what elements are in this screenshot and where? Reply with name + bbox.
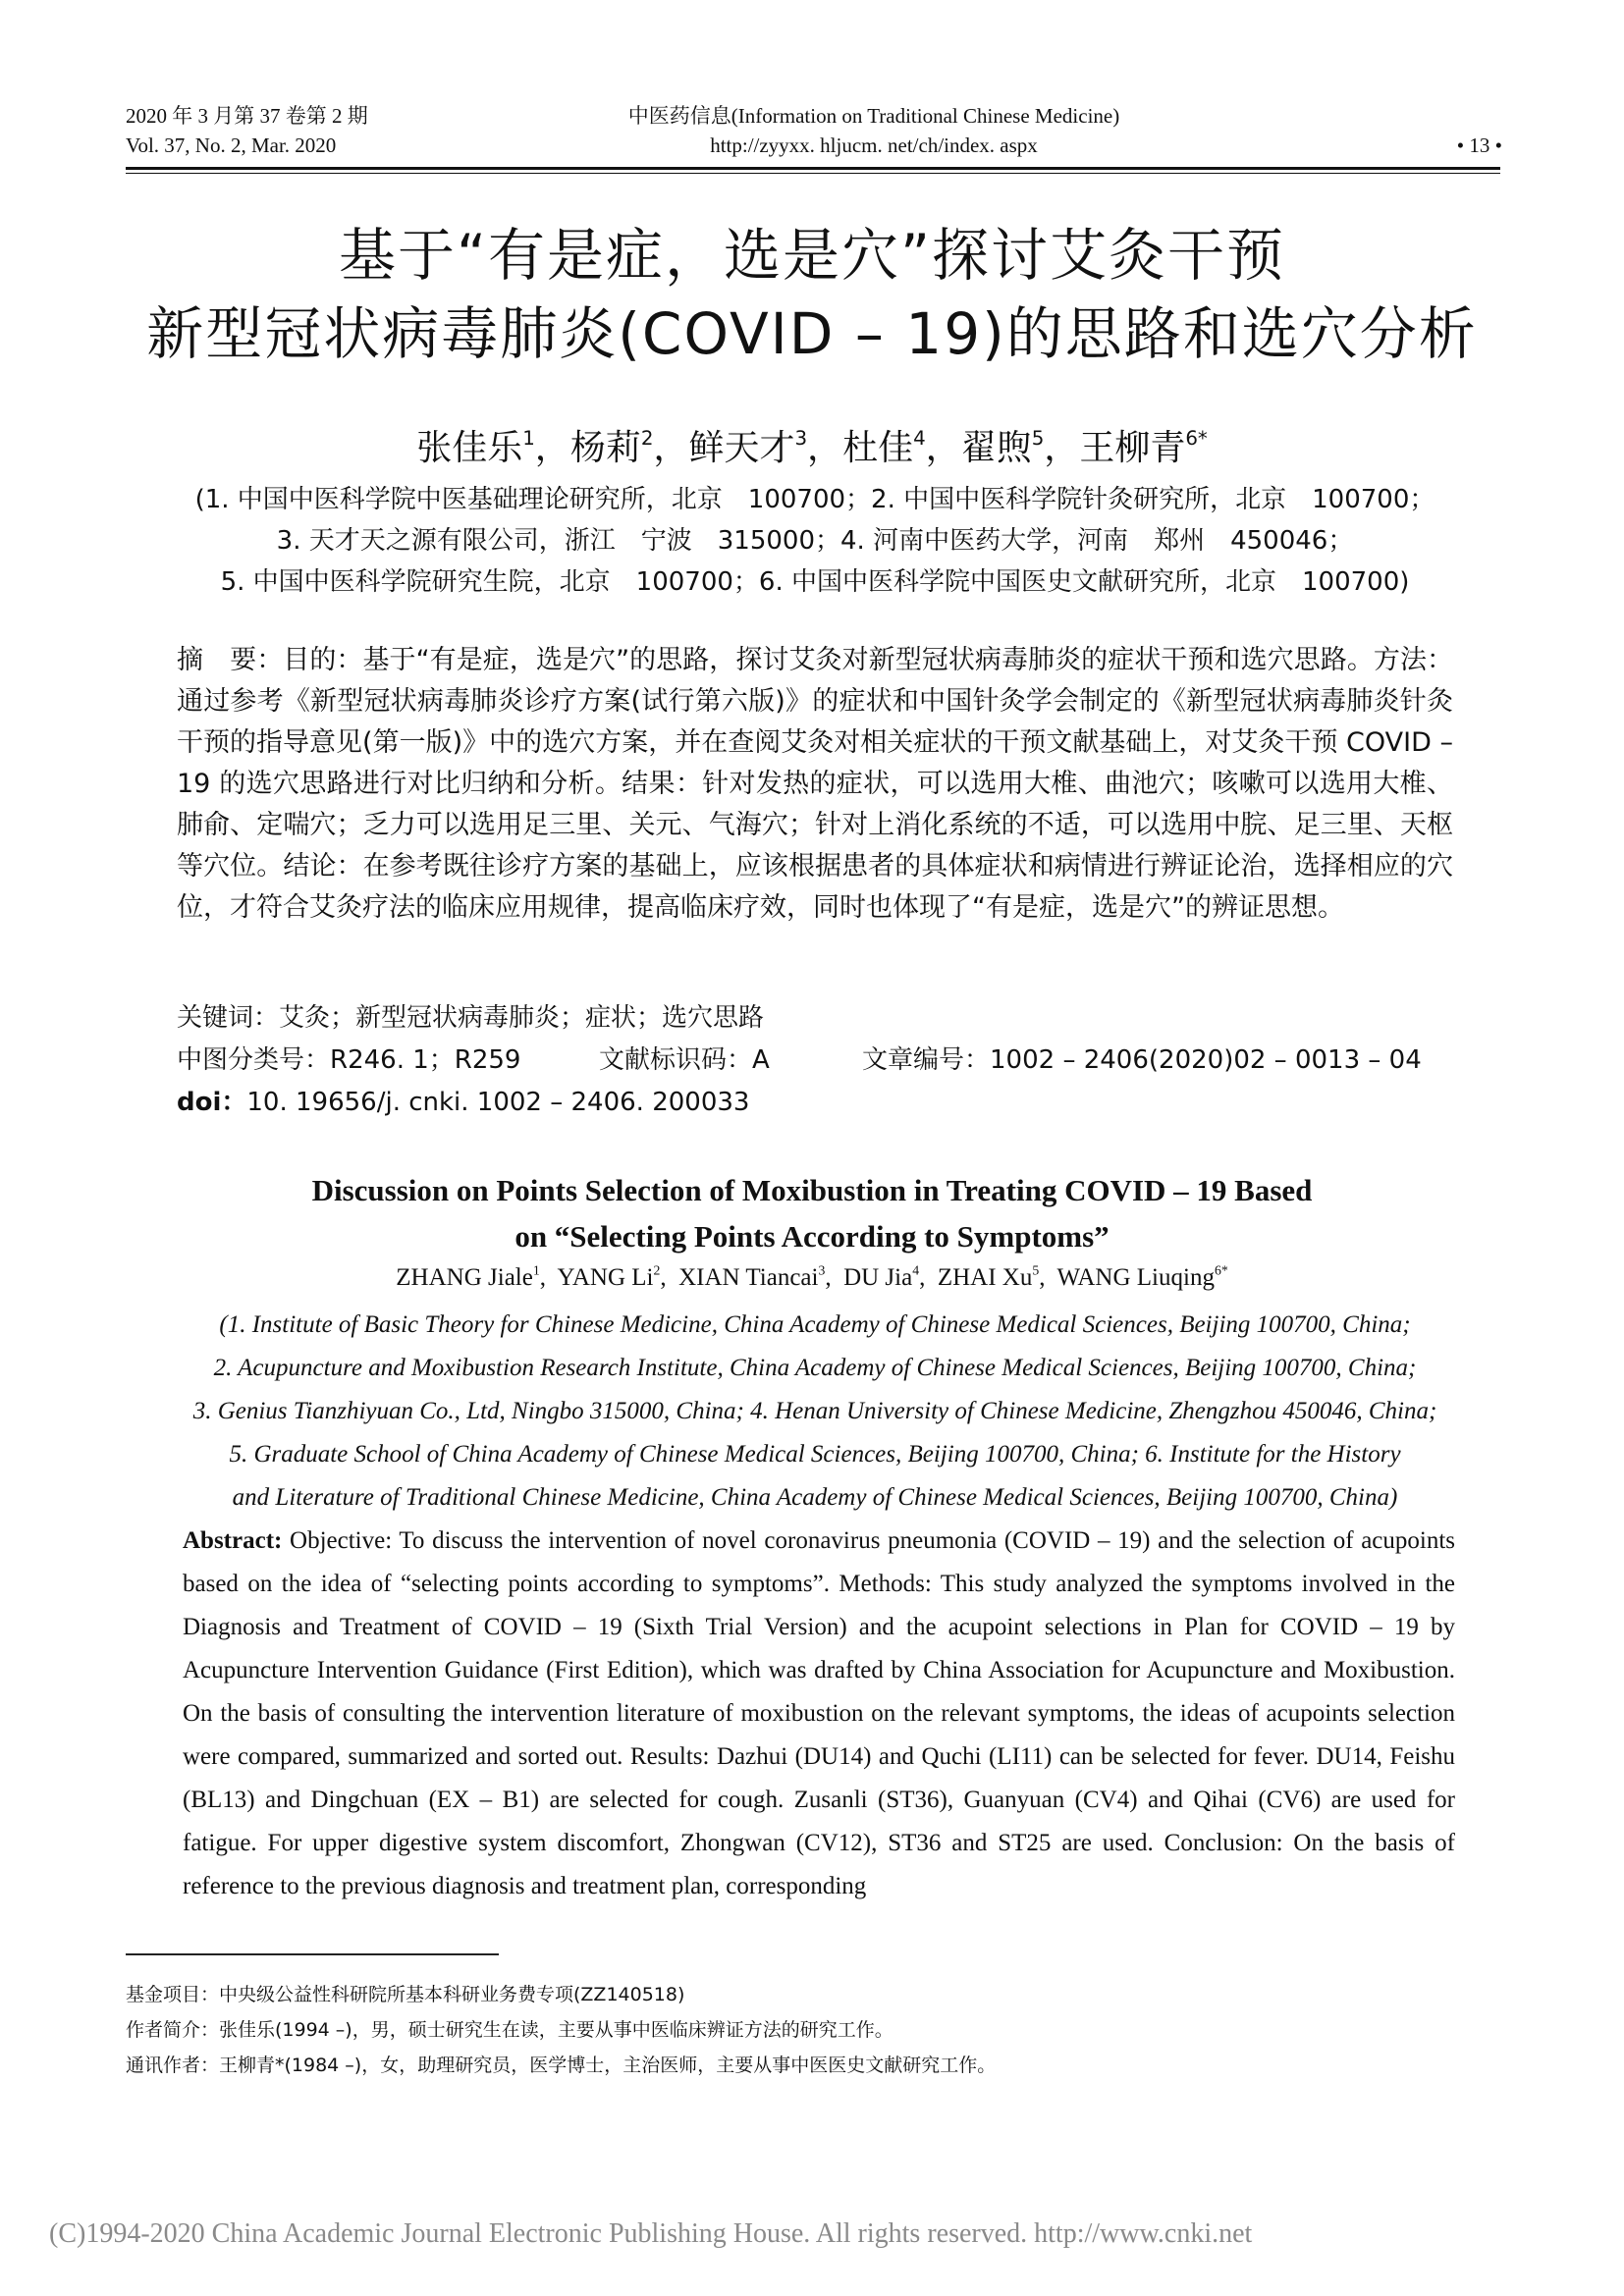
footnote-funding: 基金项目：中央级公益性科研院所基本科研业务费专项(ZZ140518) xyxy=(126,1984,685,2005)
affiliation-line: 3. 天才天之源有限公司，浙江 宁波 315000；4. 河南中医药大学，河南 郑州 450046； xyxy=(276,526,1354,556)
classification: 中图分类号：R246. 1；R259 xyxy=(177,1045,521,1075)
author-cn: 杨莉$^2$ xyxy=(569,427,654,468)
page-number: • 13 • xyxy=(1456,133,1502,157)
article-number: 文章编号：1002 – 2406(2020)02 – 0013 – 04 xyxy=(862,1045,1422,1075)
footnotes xyxy=(126,1977,1500,2083)
keywords-cn-text: 艾灸；新型冠状病毒肺炎；症状；选穴思路 xyxy=(279,1003,765,1033)
copyright-notice: (C)1994-2020 China Academic Journal Electronic Publishing House. All rights reserved. http://www.cnki.net xyxy=(49,2218,1253,2249)
footnote-corresponding: 通讯作者：王柳青*(1984 –)，女，助理研究员，医学博士，主治医师，主要从事中医医史文献研究工作。 xyxy=(126,2055,997,2076)
author-en: ZHANG Jiale$^1$ xyxy=(396,1262,540,1291)
author-en: XIAN Tiancai$^3$ xyxy=(678,1262,826,1291)
issue-en: Vol. 37, No. 2, Mar. 2020 xyxy=(126,133,337,157)
affiliations-en xyxy=(118,1304,1512,1520)
journal-name: 中医药信息(Information on Traditional Chinese Medicine) xyxy=(627,104,1120,128)
header-rule-thick xyxy=(126,167,1500,170)
abstract-en-label: Abstract: xyxy=(183,1527,283,1554)
abstract-en-text: Objective: To discuss the intervention of novel coronavirus pneumonia (COVID – 19) and the selection of acupoints based on the idea of “selecting points according to symptoms”. Methods: This study analyzed the symptoms involved in the Diagnosis and Treatment of COVID – 19 (Sixth Trial Version) and the acupoint selections in Plan for COVID – 19 by Acupuncture Intervention Guidance (First Edition), which was drafted by China Association for Acupuncture and Moxibustion. On the basis of consulting the intervention literature of moxibustion on the relevant symptoms, the ideas of acupoints selection were compared, summarized and sorted out. Results: Dazhui (DU14) and Quchi (LI11) can be selected for fever. DU14, Feishu (BL13) and Dingchuan (EX – B1) are selected for cough. Zusanli (ST36), Guanyuan (CV4) and Qihai (CV6) are used for fatigue. For upper digestive system discomfort, Zhongwan (CV12), ST36 and ST25 are used. Conclusion: On the basis of reference to the previous diagnosis and treatment plan, corresponding xyxy=(183,1527,1456,1899)
title-line-2: 新型冠状病毒肺炎(COVID – 19)的思路和选穴分析 xyxy=(146,300,1478,367)
doi[interactable]: doi：10. 19656/j. cnki. 1002 – 2406. 200033 xyxy=(177,1088,750,1117)
author-cn: 张佳乐$^1$ xyxy=(416,427,535,468)
affiliations-cn xyxy=(118,479,1512,603)
keywords-cn: 关键词：艾灸；新型冠状病毒肺炎；症状；选穴思路 xyxy=(177,1003,765,1033)
affiliation-line: 5. 中国中医科学院研究生院，北京 100700；6. 中国中医科学院中国医史文献研究所，北京 100700) xyxy=(220,567,1410,597)
issue-cn: 2020 年 3 月第 37 卷第 2 期 xyxy=(126,104,368,128)
header-rule-thin xyxy=(126,173,1500,174)
affiliation-en-line: (1. Institute of Basic Theory for Chinese Medicine, China Academy of Chinese Medical Sciences, Beijing 100700, China; xyxy=(219,1311,1411,1338)
author-cn: 鲜天才$^3$ xyxy=(688,427,808,468)
authors-cn: 张佳乐$^1$，杨莉$^2$，鲜天才$^3$，杜佳$^4$，翟煦$^5$，王柳青$^{6*}$ xyxy=(416,427,1208,468)
title-en-line-1: Discussion on Points Selection of Moxibustion in Treating COVID – 19 Based xyxy=(311,1173,1313,1207)
abstract-cn xyxy=(177,640,1453,929)
journal-url[interactable]: http://zyyxx. hljucm. net/ch/index. aspx xyxy=(710,133,1038,157)
title-line-1: 基于“有是症，选是穴”探讨艾灸干预 xyxy=(338,222,1286,289)
affiliation-en-line: 2. Acupuncture and Moxibustion Research Institute, China Academy of Chinese Medical Sciences, Beijing 100700, China; xyxy=(213,1355,1417,1381)
authors-en: ZHANG Jiale$^1$, YANG Li$^2$, XIAN Tiancai$^3$, DU Jia$^4$, ZHAI Xu$^5$, WANG Liuqing$^{6*}$ xyxy=(396,1262,1228,1291)
affiliation-en-line: 5. Graduate School of China Academy of Chinese Medical Sciences, Beijing 100700, China; 6. Institute for the History xyxy=(229,1441,1401,1468)
title-en-line-2: on “Selecting Points According to Symptoms” xyxy=(514,1219,1110,1254)
author-en: WANG Liuqing$^{6*}$ xyxy=(1056,1262,1228,1291)
abstract-en xyxy=(183,1520,1455,1908)
author-cn: 王柳青$^{6*}$ xyxy=(1079,427,1208,468)
abstract-cn-label: 摘 要： xyxy=(177,645,284,675)
author-cn: 翟煦$^5$ xyxy=(960,427,1045,468)
footnote-author-bio: 作者简介：张佳乐(1994 –)，男，硕士研究生在读，主要从事中医临床辨证方法的研究工作。 xyxy=(126,2019,893,2041)
author-cn: 杜佳$^4$ xyxy=(842,427,926,468)
author-en: YANG Li$^2$ xyxy=(557,1262,661,1291)
abstract-cn-text: 目的：基于“有是症，选是穴”的思路，探讨艾灸对新型冠状病毒肺炎的症状干预和选穴思路。方法：通过参考《新型冠状病毒肺炎诊疗方案(试行第六版)》的症状和中国针灸学会制定的《新型冠状病毒肺炎针灸干预的指导意见(第一版)》中的选穴方案，并在查阅艾灸对相关症状的干预文献基础上，对艾灸干预 COVID – 19 的选穴思路进行对比归纳和分析。结果：针对发热的症状，可以选用大椎、曲池穴；咳嗽可以选用大椎、肺俞、定喘穴；乏力可以选用足三里、关元、气海穴；针对上消化系统的不适，可以选用中脘、足三里、天枢等穴位。结论：在参考既往诊疗方案的基础上，应该根据患者的具体症状和病情进行辨证论治，选择相应的穴位，才符合艾灸疗法的临床应用规律，提高临床疗效，同时也体现了“有是症，选是穴”的辨证思想。 xyxy=(177,645,1454,923)
affiliation-en-line: and Literature of Traditional Chinese Medicine, China Academy of Chinese Medical Sciences, Beijing 100700, China) xyxy=(232,1484,1398,1511)
author-en: DU Jia$^4$ xyxy=(843,1262,920,1291)
author-en: ZHAI Xu$^5$ xyxy=(937,1262,1040,1291)
affiliation-line: (1. 中国中医科学院中医基础理论研究所，北京 100700；2. 中国中医科学院针灸研究所，北京 100700； xyxy=(194,485,1435,514)
affiliation-en-line: 3. Genius Tianzhiyuan Co., Ltd, Ningbo 315000, China; 4. Henan University of Chinese Medicine, Zhengzhou 450046, China; xyxy=(192,1398,1437,1424)
doc-code: 文献标识码：A xyxy=(599,1045,770,1075)
footnote-rule xyxy=(126,1953,499,1955)
